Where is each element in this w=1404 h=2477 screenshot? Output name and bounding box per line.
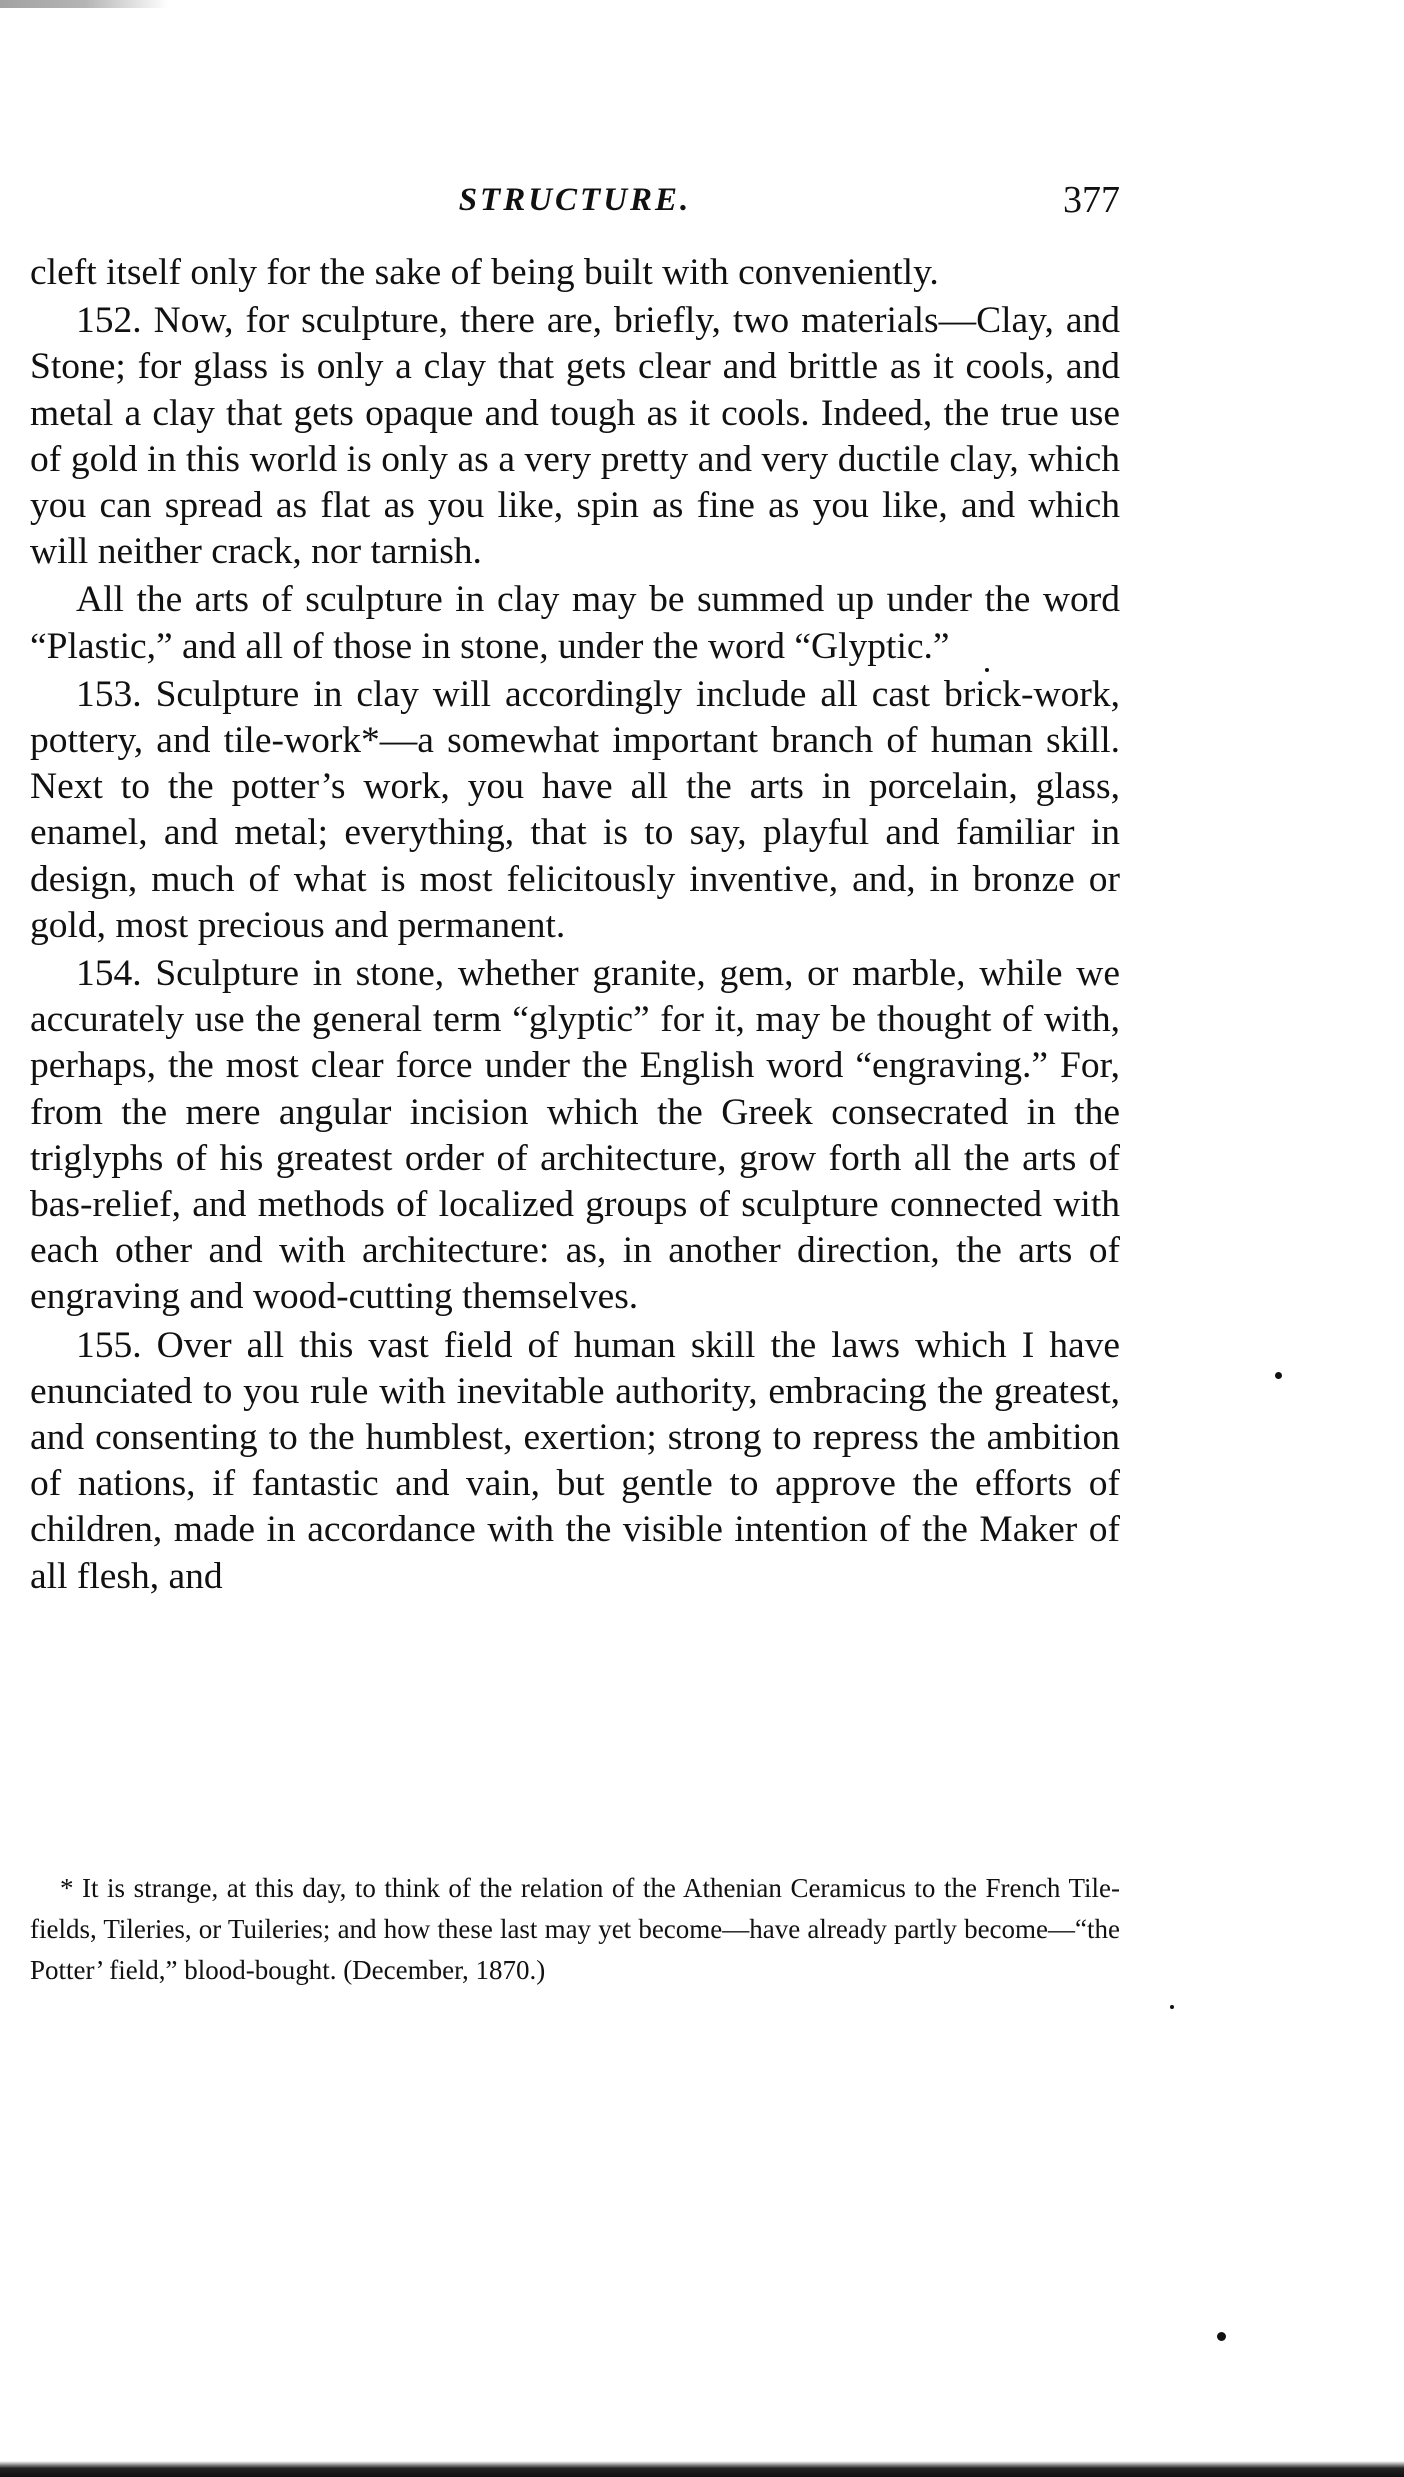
paragraph-153: 153. Sculpture in clay will accordingly include all cast brick-work, pottery, and tile-work*—a somewhat important branch of human skill. Next to the potter’s work, you have all the arts in porcelain, glass, enamel, and metal; everything, that is to say, playful and familiar in design, much of what is most felicitously inventive, and, in bronze or gold, most precious and permanent. bbox=[30, 673, 1120, 946]
scan-edge-top bbox=[0, 0, 1404, 8]
speck-mark bbox=[985, 668, 989, 672]
page-header bbox=[30, 178, 1120, 226]
paragraph-155: 155. Over all this vast field of human skill the laws which I have enunciated to you rule with inevitable authority, embracing the greatest, and consenting to the humblest, exertion; strong to repress the ambition of nations, if fantastic and vain, but gentle to approve the efforts of children, made in accordance with the visible intention of the Maker of all flesh, and bbox=[30, 1324, 1120, 1597]
paragraph-continuation: cleft itself only for the sake of being built with conveniently. bbox=[30, 252, 939, 293]
paragraph-plastic-glyptic: All the arts of sculpture in clay may be summed up under the word “Plastic,” and all of those in stone, under the word “Glyptic.” bbox=[30, 579, 1120, 667]
scan-edge-bottom bbox=[0, 2461, 1404, 2477]
paragraph-152: 152. Now, for sculpture, there are, briefly, two materials—Clay, and Stone; for glass is only a clay that gets clear and brittle as it cools, and metal a clay that gets opaque and tough as it cools. Indeed, the true use of gold in this world is only as a very pretty and very ductile clay, which you can spread as flat as you like, spin as fine as you like, and which will neither crack, nor tarnish. bbox=[30, 300, 1120, 573]
speck-mark bbox=[1170, 2005, 1174, 2009]
speck-mark bbox=[1217, 2332, 1226, 2341]
running-head: STRUCTURE. bbox=[458, 182, 692, 218]
body-text bbox=[30, 250, 1120, 1600]
speck-mark bbox=[1275, 1372, 1282, 1379]
paragraph-154: 154. Sculpture in stone, whether granite, gem, or marble, while we accurately use the general term “glyptic” for it, may be thought of with, perhaps, the most clear force under the English word “engraving.” For, from the mere angular incision which the Greek consecrated in the triglyphs of his greatest order of architecture, grow forth all the arts of bas-relief, and methods of localized groups of sculpture connected with each other and with architecture: as, in another direction, the arts of engraving and wood-cutting themselves. bbox=[30, 953, 1120, 1318]
page-number: 377 bbox=[1063, 179, 1120, 221]
footnote: * It is strange, at this day, to think of the relation of the Athenian Ceramicus to the French Tile-fields, Tileries, or Tuileries; and how these last may yet become—have already partly become—“the Potter’ field,” blood-bought. (December, 1870.) bbox=[30, 1873, 1120, 1985]
